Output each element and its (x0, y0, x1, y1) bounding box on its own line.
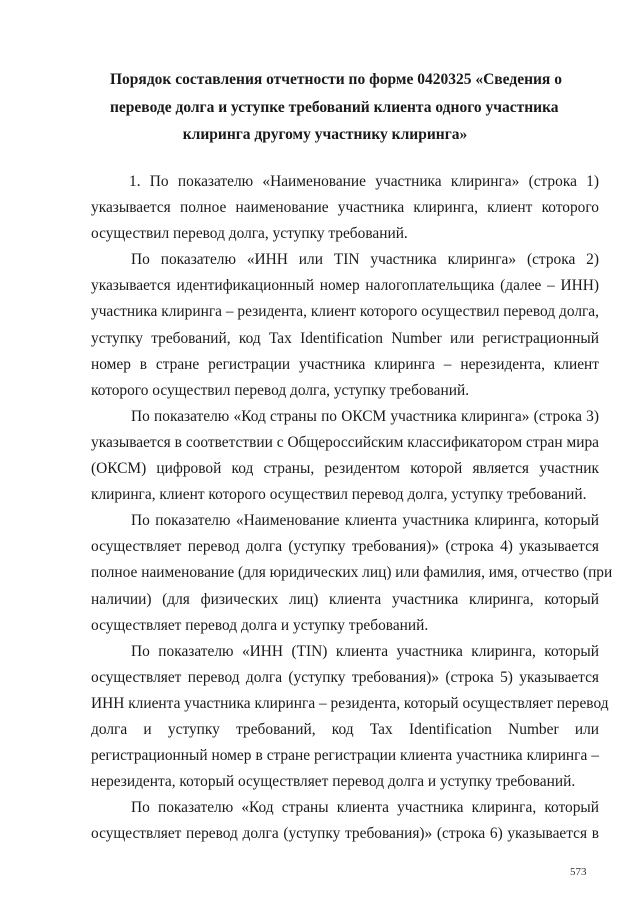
text-line: 1. По показателю «Наименование участника клиринга» (строка 1) (129, 173, 599, 190)
text-line: наличии) (для физических лиц) клиента участника клиринга, который (91, 590, 599, 608)
text-line: долга и уступку требований, код Tax Identification Number или (91, 720, 599, 738)
title-line: клиринга другому участнику клиринга» (182, 126, 468, 143)
document-body (91, 169, 613, 847)
text-line: которого осуществил перевод долга, уступку требований. (91, 381, 470, 399)
text-line: осуществляет перевод долга (уступку требования)» (строка 6) указывается в (91, 825, 599, 843)
text-line: По показателю «Наименование клиента участника клиринга, который (131, 512, 599, 530)
text-line: осуществляет перевод долга (уступку требования)» (строка 4) указывается (91, 538, 599, 556)
text-line: указывается в соответствии с Общероссийским классификатором стран мира (91, 433, 599, 451)
text-line: (ОКСМ) цифровой код страны, резидентом которой является участник (91, 460, 599, 478)
paragraph-1 (91, 169, 599, 247)
paragraph-6 (91, 795, 599, 847)
paragraph-4 (91, 508, 613, 638)
paragraph-5 (91, 639, 609, 796)
text-line: По показателю «Код страны по ОКСМ участника клиринга» (строка 3) (131, 407, 599, 425)
paragraph-3 (91, 404, 599, 508)
text-line: полное наименование (для юридических лиц) или фамилия, имя, отчество (при (91, 564, 613, 582)
text-line: осуществляет перевод долга (уступку требования)» (строка 5) указывается (91, 668, 599, 686)
title-line: Порядок составления отчетности по форме 0420325 «Сведения о (110, 71, 562, 88)
page-number: 573 (570, 866, 587, 878)
text-line: уступку требований, код Tax Identification Number или регистрационный (91, 329, 599, 347)
title-line: переводе долга и уступке требований клиента одного участника (110, 98, 559, 116)
text-line: участника клиринга – резидента, клиент которого осуществил перевод долга, (91, 303, 599, 321)
text-line: указывается полное наименование участника клиринга, клиент которого (91, 199, 599, 217)
text-line: По показателю «ИНН (TIN) клиента участника клиринга, который (131, 642, 599, 660)
text-line: ИНН клиента участника клиринга – резидента, который осуществляет перевод (91, 694, 609, 712)
text-line: По показателю «Код страны клиента участника клиринга, который (131, 799, 599, 817)
document-title (110, 66, 562, 149)
paragraph-2 (91, 247, 599, 404)
text-line: По показателю «ИНН или TIN участника клиринга» (строка 2) (131, 251, 599, 269)
text-line: нерезидента, который осуществляет перевод долга и уступку требований. (91, 773, 576, 791)
text-line: регистрационный номер в стране регистрации клиента участника клиринга – (91, 747, 599, 765)
text-line: номер в стране регистрации участника клиринга – нерезидента, клиент (91, 355, 599, 373)
text-line: указывается идентификационный номер налогоплательщика (далее – ИНН) (91, 277, 599, 295)
text-line: осуществляет перевод долга и уступку требований. (91, 616, 429, 634)
text-line: клиринга, клиент которого осуществил перевод долга, уступку требований. (91, 486, 587, 504)
text-line: осуществил перевод долга, уступку требований. (91, 225, 408, 243)
